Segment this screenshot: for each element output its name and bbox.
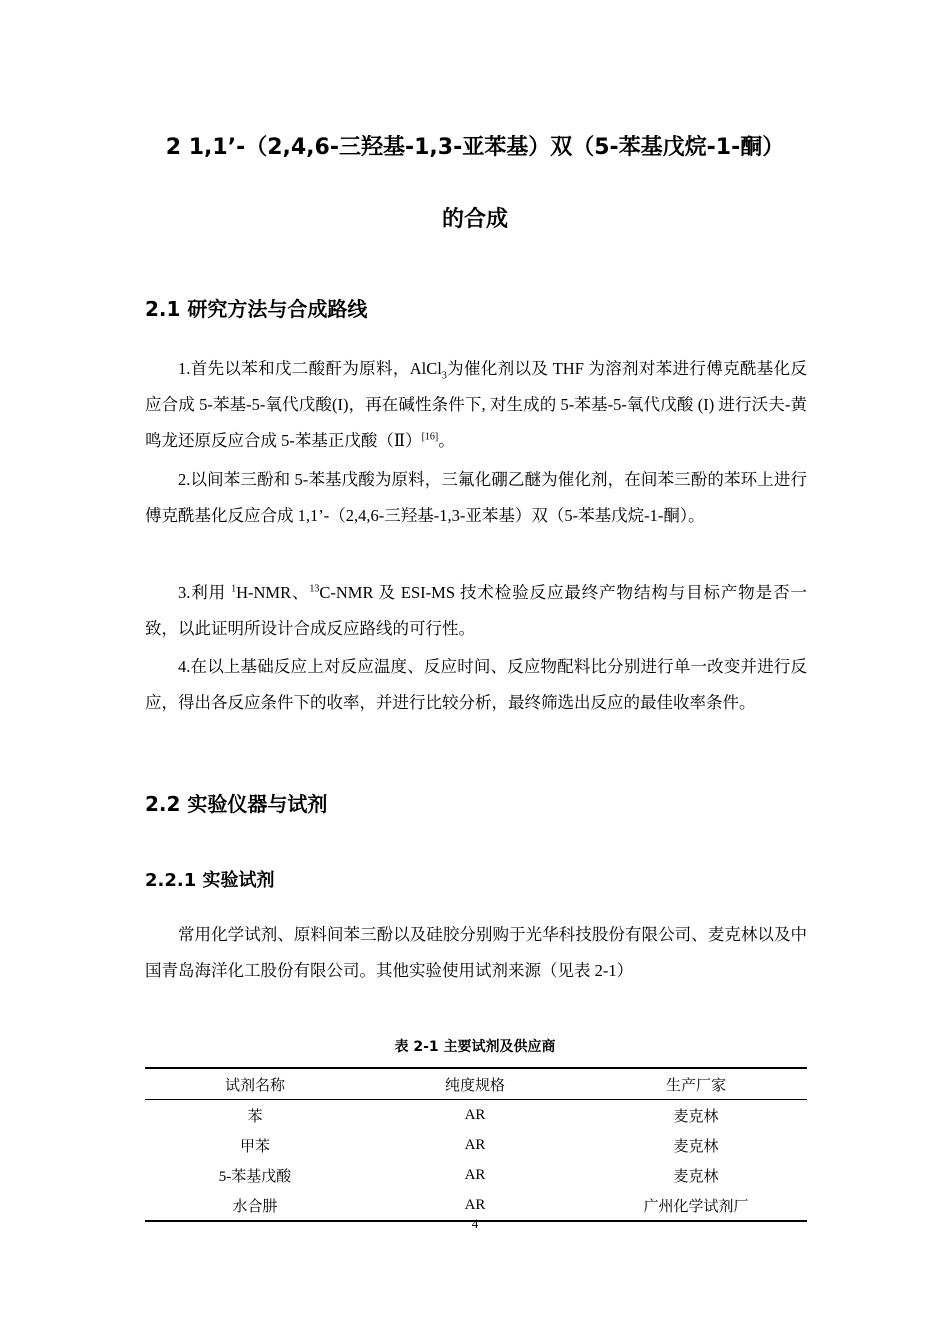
table-header-cell: 生产厂家 xyxy=(665,1077,726,1094)
table-row xyxy=(145,1130,807,1160)
paragraph-method-1: 1.首先以苯和戊二酸酐为原料，AlCl$_3$为催化剂以及 THF 为溶剂对苯进行傅克酰基化反应合成 5-苯基-5-氧代戊酸(I)，再在碱性条件下, 对生成的 5-苯基-5-氧代戊酸 (I) 进行沃夫-黄鸣龙还原反应合成 5-苯基正戊酸（Ⅱ）[16]。 xyxy=(145,359,807,450)
table-cell: 5-苯基戊酸 xyxy=(218,1168,292,1185)
reagent-table xyxy=(145,1067,807,1222)
table-cell: 苯 xyxy=(247,1108,263,1125)
section-2-1-heading: 2.1 研究方法与合成路线 xyxy=(145,297,368,321)
table-cell: AR xyxy=(464,1106,486,1123)
table-cell: AR xyxy=(464,1196,486,1213)
table-cell: AR xyxy=(464,1166,486,1183)
section-2-2-heading: 2.2 实验仪器与试剂 xyxy=(145,792,328,816)
table-cell: 麦克林 xyxy=(673,1108,719,1125)
table-cell: 广州化学试剂厂 xyxy=(643,1198,749,1215)
table-cell: 麦克林 xyxy=(673,1138,719,1155)
page-number: 4 xyxy=(471,1216,479,1231)
paragraph-method-4: 4.在以上基础反应上对反应温度、反应时间、反应物配料比分别进行单一改变并进行反应，得出各反应条件下的收率，并进行比较分析，最终筛选出反应的最佳收率条件。 xyxy=(145,657,807,712)
section-2-2-1-heading: 2.2.1 实验试剂 xyxy=(145,870,275,891)
table-row xyxy=(145,1100,807,1130)
table-header-cell: 试剂名称 xyxy=(224,1077,285,1094)
table-row xyxy=(145,1160,807,1190)
chapter-title-line1: 2 1,1’-（2,4,6-三羟基-1,3-亚苯基）双（5-苯基戊烷-1-酮） xyxy=(165,135,785,160)
table-cell: 水合肼 xyxy=(232,1198,278,1215)
table-header-cell: 纯度规格 xyxy=(444,1077,505,1094)
paragraph-method-2: 2.以间苯三酚和 5-苯基戊酸为原料，三氟化硼乙醚为催化剂，在间苯三酚的苯环上进行傅克酰基化反应合成 1,1’-（2,4,6-三羟基-1,3-亚苯基）双（5-苯基戊烷-1-酮）。 xyxy=(145,470,807,525)
chapter-title-line2: 的合成 xyxy=(441,207,508,232)
paragraph-method-3: 3.利用 $^1$H-NMR、$^{13}$C-NMR 及 ESI-MS 技术检验反应最终产物结构与目标产物是否一致，以此证明所设计合成反应路线的可行性。 xyxy=(145,583,807,638)
table-cell: 甲苯 xyxy=(239,1138,270,1155)
table-caption: 表 2-1 主要试剂及供应商 xyxy=(394,1039,556,1055)
paragraph-reagents: 常用化学试剂、原料间苯三酚以及硅胶分别购于光华科技股份有限公司、麦克林以及中国青岛海洋化工股份有限公司。其他实验使用试剂来源（见表 2-1） xyxy=(145,925,807,980)
table-cell: 麦克林 xyxy=(673,1168,719,1185)
table-cell: AR xyxy=(464,1136,486,1153)
table-header-row xyxy=(145,1069,807,1100)
